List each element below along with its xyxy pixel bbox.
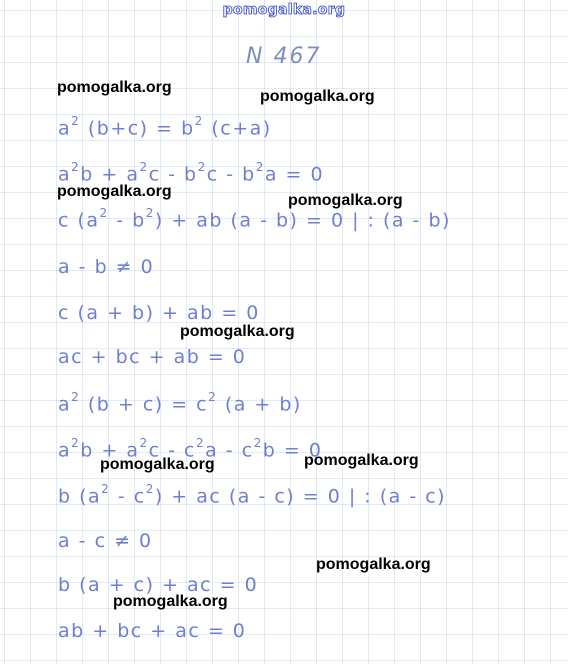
solution-line-12: ab + bc + ac = 0 [58,620,247,642]
solution-line-11: b (a + c) + ac = 0 [58,574,259,596]
solution-line-5: c (a + b) + ab = 0 [58,302,260,324]
solution-line-1: $a^2$ $(b+c) = b^2$ (c+a) [58,114,272,140]
problem-number: N 467 [246,44,322,69]
watermark: pomogalka.org [304,452,419,469]
watermark: pomogalka.org [260,88,375,105]
solution-line-10: a - c ≠ 0 [58,530,153,552]
solution-line-3: c $(a^2 - b^2)$ + ab (a - b) = 0 | : (a - b) [58,206,451,232]
watermark: pomogalka.org [316,556,431,573]
watermark: pomogalka.org [180,323,295,340]
solution-line-9: b $(a^2 - c^2)$ + ac (a - c) = 0 | : (a - c) [58,482,447,508]
solution-line-4: a - b ≠ 0 [58,256,155,278]
solution-line-8: $a^2b + a^2c - c^2a - c^2b = 0$ [58,436,323,462]
solution-line-2: $a^2b + a^2c - b^2c - b^2a = 0$ [58,160,325,186]
solution-line-7: $a^2$ $(b + c) = c^2$ (a + b) [58,390,302,416]
watermark: pomogalka.org [57,183,172,200]
watermark: pomogalka.org [100,456,215,473]
watermark: pomogalka.org [113,593,228,610]
solution-line-6: ac + bc + ab = 0 [58,346,247,368]
site-title: pomogalka.org [222,2,346,18]
watermark: pomogalka.org [288,192,403,209]
watermark: pomogalka.org [57,79,172,96]
